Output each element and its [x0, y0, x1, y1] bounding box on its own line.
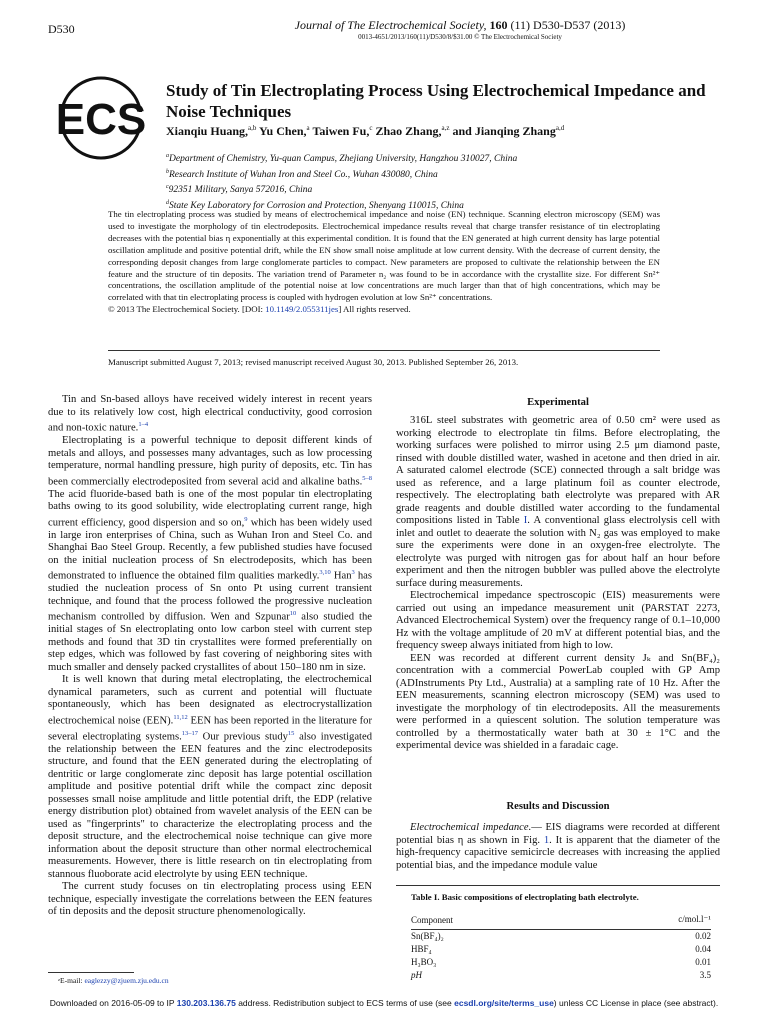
table-row [411, 969, 711, 982]
value-cell: 0.01 [695, 957, 711, 967]
affiliation-text: Department of Chemistry, Yu-quan Campus, Zhejiang University, Hangzhou 310027, China [169, 154, 518, 165]
corresponding-author-footnote [58, 976, 169, 985]
ecs-logo-text: ECS [55, 95, 147, 144]
experimental-paragraph-3: EEN was recorded at different current density Jₖ and Sn(BF₄)₂ concentration with a commercial PowerLab coupled with GP Amp (ADInstruments Pty Ltd., Australia) at a sampling rate of 10 Hz. After the EEN measurements, scanning electron microscopy (SEM) was used to investigate the morphology of tin electrodeposits. All the measurements were performed in a quiescent solution. The solution temperature was controlled by a thermostatically water bath at 30 ± 1°C and the experimental device was shielded in a faradaic cage. [396, 652, 720, 751]
author-affiliation-mark: a,b [248, 124, 257, 132]
issn-line: 0013-4651/2013/160(11)/D530/8/$31.00 © The Electrochemical Society [358, 33, 562, 41]
text: Electroplating is a powerful technique to deposit different kinds of metals and alloys, and possesses many advantages, such as low processing temperature, normal handling pressure, high purity of deposits, etc. Tin has been commercially electrodeposited from several acid and alkaline baths. [48, 435, 372, 488]
text: also studied the initial stages of Sn electroplating onto low carbon steel with current step methods and found that 3D tin crystallites were formed preferentially on step edges, which was followed by fast covering of neighboring sites with much smaller and densely packed crystallites of about 150–180 nm in size. [48, 611, 372, 673]
affiliation-text: Research Institute of Wuhan Iron and Steel Co., Wuhan 430080, China [169, 169, 438, 180]
text: The acid fluoride-based bath is one of the most popular tin electroplating baths owing to its good solubility, wide electroplating current range, high current efficiency, good dispersion and so on, [48, 488, 372, 529]
affiliation [166, 150, 726, 166]
journal-name: Journal of The Electrochemical Society, [294, 18, 487, 32]
left-column [48, 394, 372, 919]
text: . It is apparent that the diameter of the high-frequency capacitive semicircle decreases with increasing the applied potential bias, and the impedance module value [396, 834, 720, 871]
abstract [108, 209, 660, 316]
text: — EIS diagrams were recorded at different potential bias η as shown in Fig. [396, 822, 720, 846]
affiliation-mark: d [166, 199, 169, 206]
rights-text: ] All rights reserved. [338, 304, 411, 315]
table-row [411, 943, 711, 956]
citation-link[interactable]: 10 [289, 610, 297, 618]
table-header-row [411, 910, 711, 930]
article-title: Study of Tin Electroplating Process Using Electrochemical Impedance and Noise Techniques [166, 81, 706, 121]
component-cell: HBF₄ [411, 944, 432, 954]
author-name: and Jianqing Zhang [452, 124, 556, 138]
experimental-paragraph-1 [396, 415, 720, 590]
footnote-marker: ᶻE-mail: [58, 976, 85, 985]
citation-link[interactable]: 3,10 [319, 569, 331, 577]
text: address. Redistribution subject to ECS terms of use (see [235, 998, 455, 1008]
author-list [166, 124, 726, 139]
author-name: Xianqiu Huang, [166, 124, 249, 138]
manuscript-dates: Manuscript submitted August 7, 2013; revised manuscript received August 30, 2013. Published September 26, 2013. [108, 357, 519, 367]
ip-address: 130.203.136.75 [176, 998, 236, 1008]
author-name: Yu Chen, [258, 124, 307, 138]
citation-link[interactable]: 5–8 [362, 474, 372, 482]
column-header-component: Component [411, 914, 453, 925]
intro-paragraph-1 [48, 394, 372, 435]
text: has studied the nucleation process of Sn onto Pt using current transient technique, and found that the process followed the progressive nucleation mechanism controlled by diffusion. Wen and Szpunar [48, 570, 372, 623]
text: ) unless CC License in place (see abstract). [553, 998, 719, 1008]
footnote-divider [48, 972, 134, 973]
subsection-title: Electrochemical impedance. [410, 822, 532, 833]
author-affiliation-mark: a,d [555, 124, 565, 132]
affiliation-text: State Key Laboratory for Corrosion and Protection, Shenyang 110015, China [169, 201, 464, 212]
text: EEN has been reported in the literature for several electroplating systems. [48, 715, 372, 743]
citation-link[interactable]: 15 [287, 729, 295, 737]
section-heading-experimental: Experimental [527, 397, 589, 408]
component-cell: pH [411, 970, 422, 980]
affiliations [166, 150, 726, 213]
table-row [411, 930, 711, 944]
text: also investigated the relationship between the EEN features and the zinc electrodeposits structure, and found that the EEN generated during the electroplating of dentritic or large conglomerate zinc deposit has large potential oscillation amplitude and positive potential drift while the compact zinc deposit possesses small noise amplitude and little potential drift, the EDP (relative energy distribution plot) obtained from wavelet analysis of the EEN can be used as "fingerprints" to characterize the electroplating process and the deposit structure, and the electrochemical noise technique can give more information about the deposit structure than other normal electrochemical measurements. However, there is little research on tin electroplating from stannous fluoborate acid electrolyte by using EEN technique. [48, 731, 372, 880]
download-notice [0, 998, 768, 1008]
text: 316L steel substrates with geometric area of 0.50 cm² were used as working electrode to electroplate tin films. Before electroplating, the working surfaces were polished to mirror using 2.5 μm diamond paste, rinsed with double distilled water, washed in acetone and then dried in air. A saturated calomel electrode (SCE) connected through a salt bridge was used as reference, and a large platinum foil as counter electrode, respectively. The electroplating bath electrolyte was prepared with AR grade reagents and double distilled water according to the fundamental compositions listed in Table [396, 415, 720, 526]
intro-paragraph-4: The current study focuses on tin electroplating process using EEN technique, especially investigate the correlations between the EEN features of tin deposits and the deposit structure phenomenologically. [48, 881, 372, 918]
page-number: D530 [48, 22, 75, 36]
table-link[interactable]: I [523, 515, 528, 526]
author-name: Zhao Zhang, [375, 124, 442, 138]
table-row [411, 956, 711, 969]
text: Han [330, 570, 352, 582]
experimental-paragraph-2: Electrochemical impedance spectroscopic (EIS) measurements were carried out using an impedance measurement unit (PARSTAT 2273, Advanced Electrochemical System) over the frequency range of 0.1–10,000 Hz with the voltage amplitude of 20 mV at different potential bias, and the frequency sweep always initiated from high to low. [396, 590, 720, 651]
text: It is well known that during metal electroplating, the electrochemical dynamical parameters, such as current and potential will fluctuate spontaneously, which has been designated as electrocrystallization electrochemical noise (EEN). [48, 674, 372, 727]
abstract-text: The tin electroplating process was studied by means of electrochemical impedance and noise (EN) technique. Scanning electron microscopy (SEM) was used to investigate the morphology of tin electrodeposits. Electrochemical impedance results reveal that charge transfer resistance of tin electroplating decreases with the potential bias η exponentially at this experimental condition. It is found that the EN generated at high current density has large potential oscillation amplitude and positive potential drift, while the EN show small noise amplitude at low current density. With the decrease of current density, the corresponding deposit changes from large conglomerate particles to compact. New parameters are proposed to cultivate the relationship between the EN feature and the structure of tin deposits. The variation trend of Parameter n₂ was found to be in accordance with the crystallite size. For different Sn²⁺ concentrations, the oscillation amplitude of the potential noise at low concentrations are much larger than that of high concentrations, which may be correlated with that tin electroplating process is coupled with hydrogen evolution at low Sn²⁺ concentrations. [108, 209, 660, 303]
component-cell: H₃BO₃ [411, 957, 437, 967]
abstract-divider [108, 350, 660, 351]
value-cell: 3.5 [699, 970, 711, 980]
results-paragraph-1 [396, 822, 720, 872]
text: . A conventional glass electrolysis cell with inlet and outlet to deaerate the solution with N₂ gas was employed to make sure the experiments were done in an oxygen-free electrolyte. The electrolyte was purged with nitrogen gas for about half an hour before experiment and then the nitrogen bubbler was pulled above the electrolyte surface during measurements. [396, 515, 720, 589]
author-affiliation-mark: c [369, 124, 373, 132]
component-cell: Sn(BF₄)₂ [411, 931, 444, 941]
value-cell: 0.04 [695, 944, 711, 954]
copyright-text: © 2013 The Electrochemical Society. [DOI: [108, 304, 263, 315]
affiliation-mark: b [166, 168, 169, 175]
journal-volume: 160 [489, 18, 508, 32]
table-caption: Table I. Basic compositions of electroplating bath electrolyte. [411, 892, 639, 902]
citation-link[interactable]: 9 [244, 515, 248, 523]
journal-issue-pages: (11) D530-D537 (2013) [510, 18, 626, 32]
citation-link[interactable]: 13–17 [181, 729, 199, 737]
citation-link[interactable]: 11,12 [173, 713, 188, 721]
right-column-experimental [396, 415, 720, 753]
citation-link[interactable]: 1–4 [138, 421, 149, 428]
ecs-logo [46, 76, 156, 160]
terms-link[interactable]: ecsdl.org/site/terms_use [454, 998, 554, 1008]
text: Our previous study [198, 731, 288, 743]
citation-link[interactable]: 3 [351, 569, 355, 577]
affiliation-mark: a [166, 153, 169, 159]
affiliation [166, 166, 726, 182]
doi-link[interactable]: 10.1149/2.055311jes [265, 304, 339, 315]
text: Tin and Sn-based alloys have received widely interest in recent years due to its relatively low cost, high electrical conductivity, good corrosion and non-toxic nature. [48, 394, 372, 434]
composition-table [411, 910, 711, 982]
affiliation [166, 181, 726, 197]
figure-link[interactable]: 1 [543, 834, 550, 846]
section-heading-results: Results and Discussion [506, 801, 610, 812]
abstract-copyright [108, 304, 660, 316]
author-email-link[interactable]: eaglezzy@zjuem.zju.edu.cn [84, 976, 169, 985]
column-header-concentration: c/mol.l⁻¹ [678, 914, 711, 924]
intro-paragraph-2 [48, 435, 372, 674]
table-top-rule [396, 885, 720, 886]
author-affiliation-mark: a [306, 124, 310, 132]
affiliation-text: 92351 Military, Sanya 572016, China [168, 185, 313, 196]
author-affiliation-mark: a,z [441, 124, 450, 132]
text: which has been widely used in large iron enterprises of China, such as Wuhan Iron and Steel Co. and Shanghai Bao Steel Group. Recently, a few published studies have focused on the initial nucleation process of Sn electrodeposits, which has been demonstrated to influence the obtained film qualities markedly. [48, 517, 372, 582]
right-column-results [396, 822, 720, 872]
affiliation-mark: c [166, 184, 169, 191]
text: Downloaded on 2016-05-09 to IP [49, 998, 177, 1008]
intro-paragraph-3 [48, 674, 372, 881]
author-name: Taiwen Fu, [312, 124, 370, 138]
value-cell: 0.02 [695, 931, 711, 941]
journal-citation [200, 18, 720, 33]
